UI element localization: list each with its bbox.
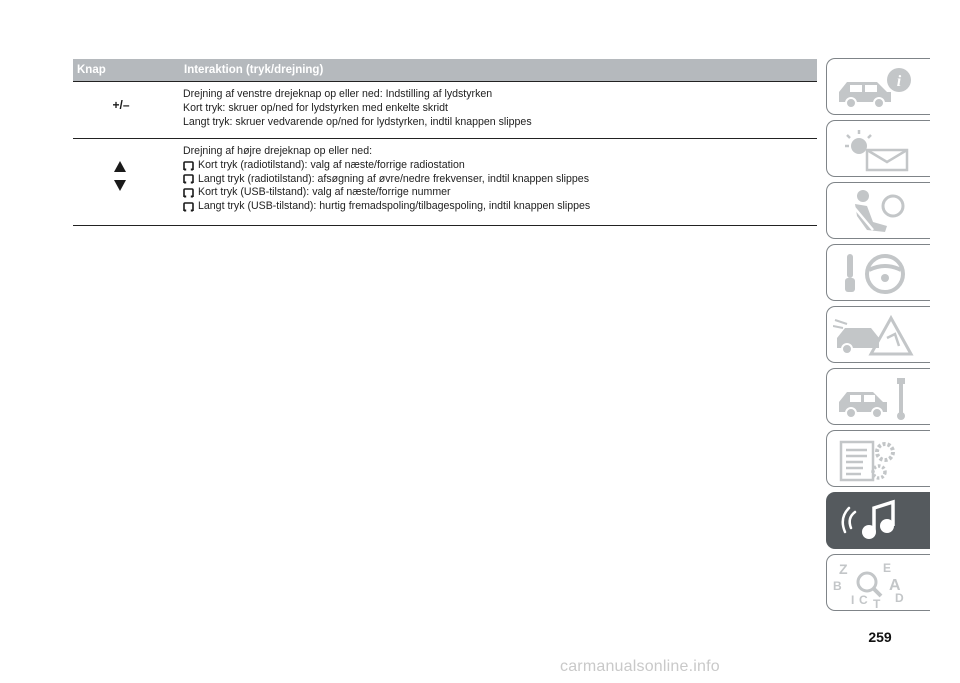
row-description (183, 88, 817, 129)
warning-light-message-icon (833, 124, 917, 174)
svg-text:E: E (883, 561, 892, 575)
tab-emergency[interactable] (826, 306, 930, 363)
table-row (73, 139, 817, 226)
header-knap: Knap (77, 64, 106, 76)
tab-index[interactable] (826, 554, 930, 611)
bullet-item (183, 200, 817, 214)
watermark: carmanualsonline.info (560, 658, 720, 675)
svg-text:Z: Z (839, 561, 848, 577)
tab-maintenance[interactable] (826, 368, 930, 425)
page-number: 259 (868, 629, 892, 645)
tab-multimedia[interactable] (826, 492, 930, 549)
tab-specifications[interactable] (826, 430, 930, 487)
description-line: Kort tryk: skruer op/ned for lydstyrken med enkelte skridt (183, 101, 448, 114)
bullet-text: Kort tryk (radiotilstand): valg af næste/forrige radiostation (198, 158, 465, 171)
svg-text:C: C (859, 593, 868, 607)
airbag-seatbelt-icon (833, 186, 917, 236)
car-info-icon (833, 62, 917, 112)
car-breakdown-warning-icon (833, 310, 917, 360)
description-intro: Drejning af højre drejeknap op eller ned: (183, 145, 373, 157)
svg-text:i: i (896, 73, 902, 90)
svg-text:D: D (895, 591, 904, 605)
volume-key-label: +/– (112, 98, 130, 112)
specifications-gear-icon (833, 434, 917, 484)
key-steering-wheel-icon (833, 248, 917, 298)
svg-text:I: I (851, 593, 855, 607)
bracket-bullet-icon (183, 174, 194, 184)
car-service-wrench-icon (833, 372, 917, 422)
tab-car-info[interactable] (826, 58, 930, 115)
bullet-item (183, 173, 817, 187)
header-interaktion: Interaktion (tryk/drejning) (184, 64, 324, 76)
bracket-bullet-icon (183, 161, 194, 171)
svg-text:A: A (889, 577, 901, 594)
controls-table (73, 59, 817, 226)
tab-warning-lights[interactable] (826, 120, 930, 177)
bullet-text: Langt tryk (USB-tilstand): hurtig fremadspoling/tilbagespoling, indtil knappen slippes (198, 200, 591, 213)
table-row (73, 81, 817, 139)
svg-text:B: B (833, 579, 842, 593)
bracket-bullet-icon (183, 202, 194, 212)
row-description (183, 145, 817, 214)
alphabetical-index-icon (833, 558, 917, 608)
description-line: Langt tryk: skruer vedvarende op/ned for lydstyrken, indtil knappen slippes (183, 115, 532, 128)
bullet-text: Kort tryk (USB-tilstand): valg af næste/forrige nummer (198, 186, 451, 199)
triangle-down-icon (114, 180, 126, 191)
multimedia-music-icon (833, 496, 917, 546)
arrow-keys (114, 161, 128, 199)
description-line: Drejning af venstre drejeknap op eller ned: Indstilling af lydstyrken (183, 88, 493, 100)
tab-starting-driving[interactable] (826, 244, 930, 301)
tab-safety[interactable] (826, 182, 930, 239)
bullet-item (183, 186, 817, 200)
triangle-up-icon (114, 161, 126, 172)
svg-text:T: T (873, 597, 881, 608)
bullet-text: Langt tryk (radiotilstand): afsøgning af øvre/nedre frekvenser, indtil knappen slippes (198, 172, 589, 185)
table-header (73, 59, 817, 81)
bracket-bullet-icon (183, 188, 194, 198)
bullet-item (183, 159, 817, 173)
